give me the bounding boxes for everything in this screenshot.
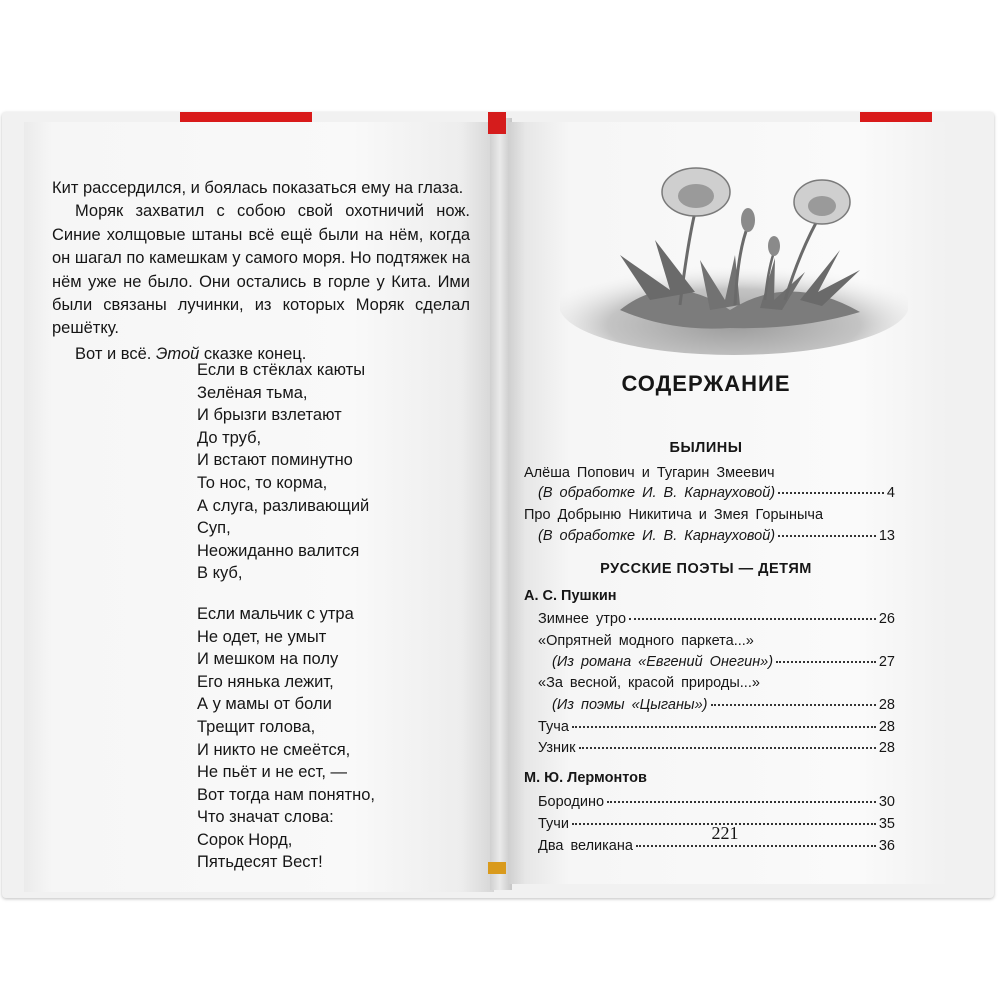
poem-line: И встают поминутно <box>197 451 353 470</box>
toc-page-number: 26 <box>878 611 895 627</box>
toc-author: М. Ю. Лермонтов <box>524 770 647 786</box>
poem-line: То нос, то корма, <box>197 473 328 492</box>
ending-emphasis: Этой <box>155 344 200 363</box>
toc-leader <box>629 618 876 620</box>
toc-page-number: 28 <box>878 719 895 735</box>
toc-page-number: 30 <box>878 794 895 810</box>
poem-line: До труб, <box>197 428 262 447</box>
toc-entry-title: Узник <box>538 740 576 756</box>
poem-line: Неожиданно валится <box>197 541 360 560</box>
poem-line: Вот тогда нам понятно, <box>197 785 375 804</box>
page-number: 221 <box>711 823 739 843</box>
toc-entry-note: (В обработке И. В. Карнауховой) <box>538 528 776 544</box>
toc-page-number: 35 <box>878 816 895 832</box>
toc-entry-title: Зимнее утро <box>538 611 627 627</box>
toc-entry-title: Бородино <box>538 794 605 810</box>
spine-red-mark-bottom <box>488 862 506 874</box>
toc-entry-note: (В обработке И. В. Карнауховой) <box>538 485 776 501</box>
toc-title: СОДЕРЖАНИЕ <box>621 371 791 396</box>
poem-line: А слуга, разливающий <box>197 496 370 515</box>
toc-entry-title: Туча <box>538 719 569 735</box>
poem-line: Не пьёт и не ест, — <box>197 763 348 782</box>
toc-entry[interactable] <box>538 485 895 501</box>
toc-page-number: 13 <box>878 528 895 544</box>
toc-entry-title: Тучи <box>538 816 569 832</box>
poem-line: Что значат слова: <box>197 808 334 827</box>
toc-page-number: 36 <box>878 838 895 854</box>
toc-entry[interactable] <box>538 611 895 627</box>
dandelion-illustration <box>560 160 908 360</box>
toc-leader <box>778 535 876 537</box>
toc-entry[interactable] <box>538 794 895 810</box>
poem-line: В куб, <box>197 564 243 583</box>
toc-entry[interactable] <box>538 719 895 735</box>
spine-red-mark-top <box>488 112 506 134</box>
toc-section-poets: РУССКИЕ ПОЭТЫ — ДЕТЯМ <box>600 561 812 577</box>
poem-line: Трещит голова, <box>197 717 316 736</box>
toc-entry-note: (Из поэмы «Цыганы») <box>552 697 708 713</box>
toc-author: А. С. Пушкин <box>524 588 617 604</box>
prose-paragraph: Моряк захватил с собою свой охотничий нож. Синие холщовые штаны всё ещё были на нём, когда он шагал по камешкам у самого моря. Но подтяжек на нём уже не было. Они остались в горле у Кита. Ими были связаны лучинки, из которых Моряк сделал решётку. <box>52 202 470 338</box>
toc-leader <box>776 661 876 663</box>
toc-leader <box>572 726 876 728</box>
toc-entry-title: «Опрятней модного паркета...» <box>538 633 754 649</box>
toc-page-number: 28 <box>878 697 895 713</box>
toc-entry-title: «За весной, красой природы...» <box>538 675 760 691</box>
poem-line: Не одет, не умыт <box>197 627 327 646</box>
ending-text: сказке конец. <box>203 344 307 363</box>
toc-entry[interactable] <box>524 507 895 523</box>
toc-entry[interactable] <box>538 633 895 649</box>
toc-entry[interactable] <box>538 675 895 691</box>
ending-text: Вот и всё. <box>75 344 152 363</box>
toc-section-byliny: БЫЛИНЫ <box>669 440 743 456</box>
poem-line: Суп, <box>197 519 231 538</box>
toc-entry-title: Алёша Попович и Тугарин Змеевич <box>524 465 775 481</box>
toc-entry[interactable] <box>552 697 895 713</box>
toc-entry[interactable] <box>524 465 895 481</box>
toc-page-number: 4 <box>886 485 895 501</box>
poem-line: И брызги взлетают <box>197 406 342 425</box>
toc-entry[interactable] <box>538 740 895 756</box>
toc-page-number: 28 <box>878 740 895 756</box>
toc-entry[interactable] <box>538 528 895 544</box>
poem-line: Зелёная тьма, <box>197 383 308 402</box>
toc-entry-note: (Из романа «Евгений Онегин») <box>552 654 774 670</box>
poem-line: Его нянька лежит, <box>197 672 334 691</box>
toc-leader <box>711 704 876 706</box>
red-ribbon-right <box>860 112 932 122</box>
toc-entry-title: Про Добрыню Никитича и Змея Горыныча <box>524 507 824 523</box>
toc-leader <box>636 845 876 847</box>
poem <box>197 359 375 874</box>
poem-line: Если в стёклах каюты <box>197 361 366 379</box>
poem-line: И мешком на полу <box>197 650 339 669</box>
toc-entry-title: Два великана <box>538 838 633 854</box>
poem-line: Если мальчик с утра <box>197 604 354 623</box>
toc-leader <box>607 801 876 803</box>
toc-leader <box>778 492 884 494</box>
toc-leader <box>579 747 876 749</box>
poem-line: А у мамы от боли <box>197 695 332 714</box>
left-prose <box>52 177 470 366</box>
toc-page-number: 27 <box>878 654 895 670</box>
poem-line: Сорок Норд, <box>197 830 293 849</box>
toc-entry[interactable] <box>552 654 895 670</box>
poem-line: Пятьдесят Вест! <box>197 853 323 872</box>
prose-paragraph: Кит рассердился, и боялась показаться ему на глаза. <box>52 179 464 197</box>
poem-line: И никто не смеётся, <box>197 740 351 759</box>
